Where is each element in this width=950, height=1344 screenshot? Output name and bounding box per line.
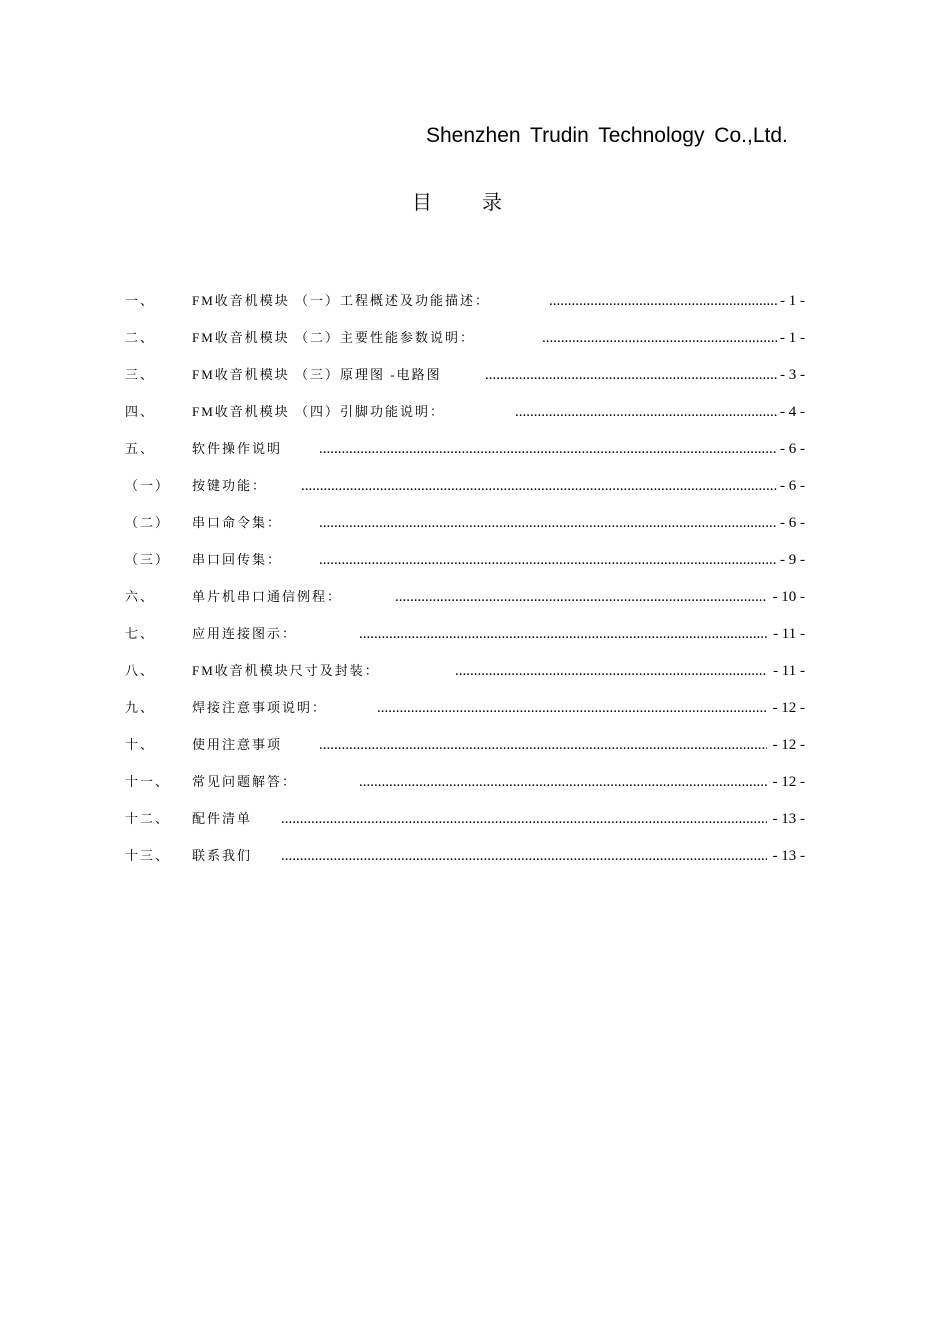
- toc-title-char-2: 录: [482, 192, 502, 214]
- toc-entry-title: 串口回传集：: [192, 552, 283, 567]
- toc-entry-number: 四、: [125, 404, 156, 419]
- toc-entry[interactable]: [125, 401, 805, 438]
- toc-entry-title: 单片机串口通信例程：: [192, 589, 343, 604]
- toc-entry[interactable]: [125, 697, 805, 734]
- dot-leader: [359, 623, 767, 645]
- toc-entry-page: - 11 -: [773, 626, 805, 642]
- toc-entry-number: 一、: [125, 293, 156, 308]
- toc-entry[interactable]: [125, 660, 805, 697]
- dot-leader: [281, 845, 767, 867]
- dot-leader: [395, 586, 767, 608]
- toc-entry-page: - 11 -: [773, 663, 805, 679]
- toc-entry-title: 软件操作说明: [192, 441, 283, 456]
- toc-entry-title: 应用连接图示：: [192, 626, 298, 641]
- toc-entry[interactable]: [125, 364, 805, 401]
- toc-entry-number: 三、: [125, 367, 156, 382]
- dot-leader: [319, 438, 777, 460]
- toc-entry[interactable]: [125, 475, 805, 512]
- toc-entry-number: （二）: [125, 515, 171, 530]
- toc-entry[interactable]: [125, 438, 805, 475]
- dot-leader: [455, 660, 767, 682]
- toc-entry-page: - 10 -: [772, 589, 805, 605]
- toc-entry-number: 十一、: [125, 774, 171, 789]
- toc-entry-page: - 6 -: [780, 515, 805, 531]
- toc-entry-number: 十三、: [125, 848, 171, 863]
- toc-entry-number: （一）: [125, 478, 171, 493]
- toc-entry[interactable]: [125, 845, 805, 882]
- toc-entry-number: 六、: [125, 589, 156, 604]
- toc-entry-number: 七、: [125, 626, 156, 641]
- toc-entry-page: - 13 -: [772, 848, 805, 864]
- toc-entry[interactable]: [125, 327, 805, 364]
- toc-entry-page: - 6 -: [780, 441, 805, 457]
- toc-entry-page: - 1 -: [780, 293, 805, 309]
- toc-entry-page: - 4 -: [780, 404, 805, 420]
- dot-leader: [485, 364, 777, 386]
- toc-entry-page: - 12 -: [772, 774, 805, 790]
- toc-entry-page: - 13 -: [772, 811, 805, 827]
- toc-entry[interactable]: [125, 586, 805, 623]
- toc-entry-title: 焊接注意事项说明：: [192, 700, 328, 715]
- toc-entry[interactable]: [125, 512, 805, 549]
- toc-entry-title: 串口命令集：: [192, 515, 283, 530]
- toc-entry[interactable]: [125, 290, 805, 327]
- toc-entry[interactable]: [125, 734, 805, 771]
- toc-entry-page: - 6 -: [780, 478, 805, 494]
- toc-entry-number: 八、: [125, 663, 156, 678]
- dot-leader: [301, 475, 777, 497]
- dot-leader: [515, 401, 777, 423]
- toc-entry[interactable]: [125, 549, 805, 586]
- dot-leader: [359, 771, 767, 793]
- toc-entry-title: FM收音机模块 （二）主要性能参数说明：: [192, 330, 476, 345]
- toc-entry-title: FM收音机模块尺寸及封装：: [192, 663, 380, 678]
- dot-leader: [549, 290, 777, 312]
- toc-entry-title: 联系我们: [192, 848, 253, 863]
- toc-entry-title: FM收音机模块 （一）工程概述及功能描述：: [192, 293, 491, 308]
- dot-leader: [542, 327, 777, 349]
- toc-entry-title: 按键功能：: [192, 478, 268, 493]
- toc-entry-title: FM收音机模块 （四）引脚功能说明：: [192, 404, 446, 419]
- toc-entry-number: 十二、: [125, 811, 171, 826]
- toc-entry[interactable]: [125, 771, 805, 808]
- toc-entry-title: FM收音机模块 （三）原理图 -电路图: [192, 367, 442, 382]
- toc-entry-page: - 3 -: [780, 367, 805, 383]
- toc-entry-title: 使用注意事项: [192, 737, 283, 752]
- toc-entry-number: （三）: [125, 552, 171, 567]
- toc-entry-page: - 12 -: [772, 737, 805, 753]
- dot-leader: [319, 512, 777, 534]
- table-of-contents: [125, 290, 805, 882]
- dot-leader: [377, 697, 767, 719]
- toc-entry[interactable]: [125, 623, 805, 660]
- toc-entry-page: - 1 -: [780, 330, 805, 346]
- toc-entry-number: 五、: [125, 441, 156, 456]
- dot-leader: [319, 549, 777, 571]
- dot-leader: [319, 734, 767, 756]
- toc-title: [412, 186, 502, 215]
- toc-entry-number: 九、: [125, 700, 156, 715]
- toc-title-char-1: 目: [412, 192, 432, 214]
- dot-leader: [281, 808, 767, 830]
- company-name: Shenzhen Trudin Technology Co.,Ltd.: [426, 124, 788, 147]
- toc-entry-page: - 9 -: [780, 552, 805, 568]
- toc-entry-title: 常见问题解答：: [192, 774, 298, 789]
- toc-entry-number: 十、: [125, 737, 156, 752]
- toc-entry-title: 配件清单: [192, 811, 253, 826]
- toc-entry-number: 二、: [125, 330, 156, 345]
- toc-entry[interactable]: [125, 808, 805, 845]
- toc-entry-page: - 12 -: [772, 700, 805, 716]
